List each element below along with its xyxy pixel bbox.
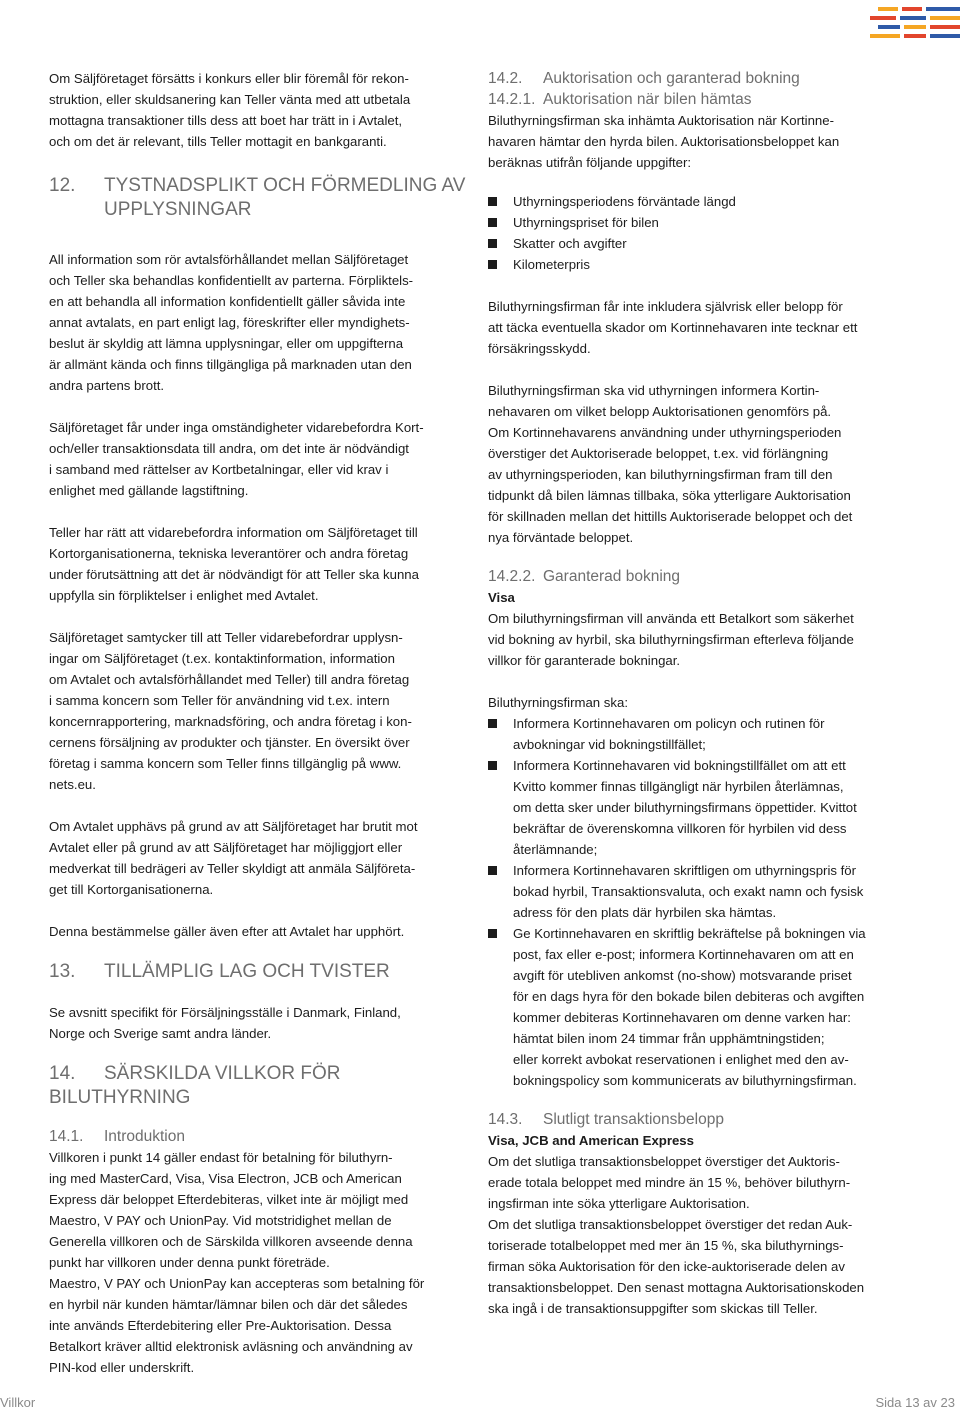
section-14-2-2-number: 14.2.2. — [488, 568, 536, 585]
section-12-paragraph-4: Säljföretaget samtycker till att Teller vidarebefordrar upplysn- ingar om Säljföretaget (t.ex. kontaktinformation, information om Avtalet och avtalsförhållandet med Teller) till andra företag i samma koncern som Teller för användning vid t.ex. intern koncernrapportering, marknadsföring, och andra företag i kon- cernens försäljning av produkter och tjänster. En översikt över företag i samma koncern som Teller finns tillgänglig på www. nets.eu. — [49, 630, 412, 792]
list-item-text: Informera Kortinnehavaren vid bokningstillfället om att ett Kvitto kommer finnas tillgängligt när hyrbilen återlämnas, om detta sker under biluthyrningsfirmans öppettider. Kvittot bekräftar de överenskomna villkoren för hyrbilen vid dess återlämnande; — [513, 758, 857, 857]
section-13-heading — [49, 960, 467, 984]
section-13-paragraph: Se avsnitt specifikt för Försäljningsställe i Danmark, Finland, Norge och Sverige samt andra länder. — [49, 1005, 401, 1041]
section-14-3-number: 14.3. — [488, 1111, 523, 1128]
left-column — [49, 68, 467, 1378]
section-14-2-1-paragraph-3: Biluthyrningsfirman ska vid uthyrningen informera Kortin- nehavaren om vilket belopp Auktorisationen genomförs på. Om Kortinnehavarens användning under uthyrningsperioden överstiger det Auktoriserade beloppet, t.ex. vid förlängning av uthyrningsperioden, kan biluthyrningsfirman fram till den tidpunkt då bilen lämnas tillbaka, söka ytterligare Auktorisation för skillnaden mellan det hittills Auktoriserade beloppet och det nya förväntade beloppet. — [488, 383, 853, 545]
square-bullet-icon — [488, 260, 497, 269]
section-12-paragraph-2: Säljföretaget får under inga omständigheter vidarebefordra Kort- och/eller transaktionsdata till andra, om det inte är nödvändigt i samband med rättelser av Kortbetalningar, eller vid krav i enlighet med gällande lagstiftning. — [49, 420, 424, 498]
section-14-2-title: Auktorisation och garanterad bokning — [543, 70, 800, 87]
section-14-2-1-title: Auktorisation när bilen hämtas — [543, 91, 752, 108]
section-14-2-2-paragraph-1: Om biluthyrningsfirman vill använda ett Betalkort som säkerhet vid bokning av hyrbil, ska biluthyrningsfirman efterleva följande villkor för garanterade bokningar. — [488, 611, 854, 668]
section-14-2-1-paragraph-2: Biluthyrningsfirman får inte inkludera självrisk eller belopp för att täcka eventuella skador om Kortinnehavaren inte tecknar ett försäkringsskydd. — [488, 299, 858, 356]
section-14-2-number: 14.2. — [488, 70, 523, 87]
section-14-2-heading — [488, 68, 908, 89]
auth-factors-list — [488, 191, 908, 275]
square-bullet-icon — [488, 218, 497, 227]
section-14-2-1-heading — [488, 89, 908, 110]
footer-page-number: Sida 13 av 23 — [875, 1395, 955, 1410]
section-14-2-2-heading — [488, 566, 908, 587]
section-14-heading — [49, 1062, 467, 1110]
list-item-text: Ge Kortinnehavaren en skriftlig bekräftelse på bokningen via post, fax eller e-post; informera Kortinnehavaren om att en avgift för utebliven ankomst (no-show) motsvarande priset för en dags hyra för den bokade bilen debiteras och avgiften kommer debiteras Kortinnehavaren om denne varken har: hämtat bilen inom 24 timmar från upphämtningstiden; eller korrekt avbokat reservationen i enlighet med den av- bokningspolicy som kommunicerats av biluthyrningsfirman. — [513, 926, 866, 1088]
right-column — [488, 68, 908, 1319]
list-item-text: Informera Kortinnehavaren skriftligen om uthyrningspris för bokad hyrbil, Transaktionsvaluta, och exakt namn och fysisk adress för den plats där hyrbilen ska hämtas. — [513, 863, 864, 920]
list-item-text: Kilometerpris — [513, 257, 590, 272]
section-14-1-heading — [49, 1126, 467, 1147]
section-13-number: 13. — [49, 961, 76, 982]
footer-document-name: Villkor — [0, 1395, 36, 1410]
square-bullet-icon — [488, 761, 497, 770]
list-item-text: Uthyrningspriset för bilen — [513, 215, 659, 230]
list-item — [488, 233, 908, 254]
section-14-2-1-paragraph-1: Biluthyrningsfirman ska inhämta Auktorisation när Kortinne- havaren hämtar den hyrda bilen. Auktorisationsbeloppet kan beräknas utifrån följande uppgifter: — [488, 113, 840, 170]
section-13-title: TILLÄMPLIG LAG OCH TVISTER — [104, 961, 390, 982]
square-bullet-icon — [488, 239, 497, 248]
intro-paragraph: Om Säljföretaget försätts i konkurs eller blir föremål för rekon- struktion, eller skuldsanering kan Teller vänta med att utbetala mottagna transaktioner tills dess att boet har trätt in i Avtalet, och om det är relevant, tills Teller mottagit en bankgaranti. — [49, 71, 411, 149]
list-item — [488, 755, 908, 860]
square-bullet-icon — [488, 929, 497, 938]
section-12-heading — [49, 174, 467, 222]
square-bullet-icon — [488, 719, 497, 728]
square-bullet-icon — [488, 866, 497, 875]
section-14-3-paragraph: Om det slutliga transaktionsbeloppet överstiger det Auktoris- erade totala beloppet med mindre än 15 %, behöver biluthyrn- ingsfirman inte söka ytterligare Auktorisation. Om det slutliga transaktionsbeloppet överstiger det redan Auk- toriserade totalbeloppet med mer än 15 %, ska biluthyrnings- firman söka Auktorisation för den icke-auktoriserade delen av transaktionsbeloppet. Den senast mottagna Auktorisationskoden ska ingå i de transaktionsuppgifter som skickas till Teller. — [488, 1154, 865, 1316]
section-14-2-2-subheading: Visa — [488, 590, 515, 605]
section-12-paragraph-3: Teller har rätt att vidarebefordra information om Säljföretaget till Kortorganisationerna, tekniska leverantörer och andra företag under förutsättning att det är nödvändigt för att Teller ska kunna uppfylla sin förpliktelser i enlighet med Avtalet. — [49, 525, 419, 603]
square-bullet-icon — [488, 197, 497, 206]
guaranteed-booking-list — [488, 713, 908, 1091]
list-item-text: Skatter och avgifter — [513, 236, 627, 251]
list-item — [488, 923, 908, 1091]
list-item — [488, 713, 908, 755]
section-14-1-paragraph: Villkoren i punkt 14 gäller endast för betalning för biluthyrn- ing med MasterCard, Visa, Visa Electron, JCB och American Express där beloppet Efterdebiteras, vilket inte är möjligt med Maestro, V PAY och UnionPay. Vid motstridighet mellan de Generella villkoren och de Särskilda villkoren avseende denna punkt har villkoren under denna punkt företräde. Maestro, V PAY och UnionPay kan accepteras som betalning för en hyrbil när kunden hämtar/lämnar bilen och där det således inte används Efterdebitering eller Pre-Auktorisation. Dessa Betalkort kräver alltid elektronisk avläsning och användning av PIN-kod eller underskrift. — [49, 1150, 425, 1375]
section-12-paragraph-6: Denna bestämmelse gäller även efter att Avtalet har upphört. — [49, 924, 405, 939]
section-14-2-1-number: 14.2.1. — [488, 91, 536, 108]
list-item — [488, 254, 908, 275]
section-12-paragraph-1: All information som rör avtalsförhållandet mellan Säljföretaget och Teller ska behandlas konfidentiellt av parterna. Förpliktels- en att behandla all information konfidentiellt gäller såvida inte annat avtalats, en part enligt lag, föreskrifter eller myndighets- beslut är skyldig att lämna upplysningar, eller om uppgifterna är allmänt kända och finns tillgängliga på marknaden utan den andra partens brott. — [49, 252, 414, 393]
section-14-title: SÄRSKILDA VILLKOR FÖR BILUTHYRNING — [49, 1063, 341, 1108]
list-item — [488, 191, 908, 212]
section-14-3-title: Slutligt transaktionsbelopp — [543, 1111, 724, 1128]
section-14-1-number: 14.1. — [49, 1128, 84, 1145]
list-item-text: Informera Kortinnehavaren om policyn och rutinen för avbokningar vid bokningstillfället; — [513, 716, 825, 752]
section-14-3-subheading: Visa, JCB and American Express — [488, 1133, 694, 1148]
section-12-number: 12. — [49, 175, 76, 196]
section-14-1-title: Introduktion — [104, 1128, 185, 1145]
list-item-text: Uthyrningsperiodens förväntade längd — [513, 194, 736, 209]
list-item — [488, 212, 908, 233]
section-14-number: 14. — [49, 1063, 76, 1084]
section-14-3-heading — [488, 1109, 908, 1130]
list-item — [488, 860, 908, 923]
brand-logo — [870, 6, 960, 42]
section-12-title: TYSTNADSPLIKT OCH FÖRMEDLING AV UPPLYSNINGAR — [104, 175, 466, 220]
section-14-2-2-title: Garanterad bokning — [543, 568, 681, 585]
section-12-paragraph-5: Om Avtalet upphävs på grund av att Säljföretaget har brutit mot Avtalet eller på grund av att Säljföretaget har möjliggjort eller medverkat till bedrägeri av Teller skyldigt att anmäla Säljföreta- get till Kortorganisationerna. — [49, 819, 418, 897]
section-14-2-2-paragraph-2: Biluthyrningsfirman ska: — [488, 695, 628, 710]
